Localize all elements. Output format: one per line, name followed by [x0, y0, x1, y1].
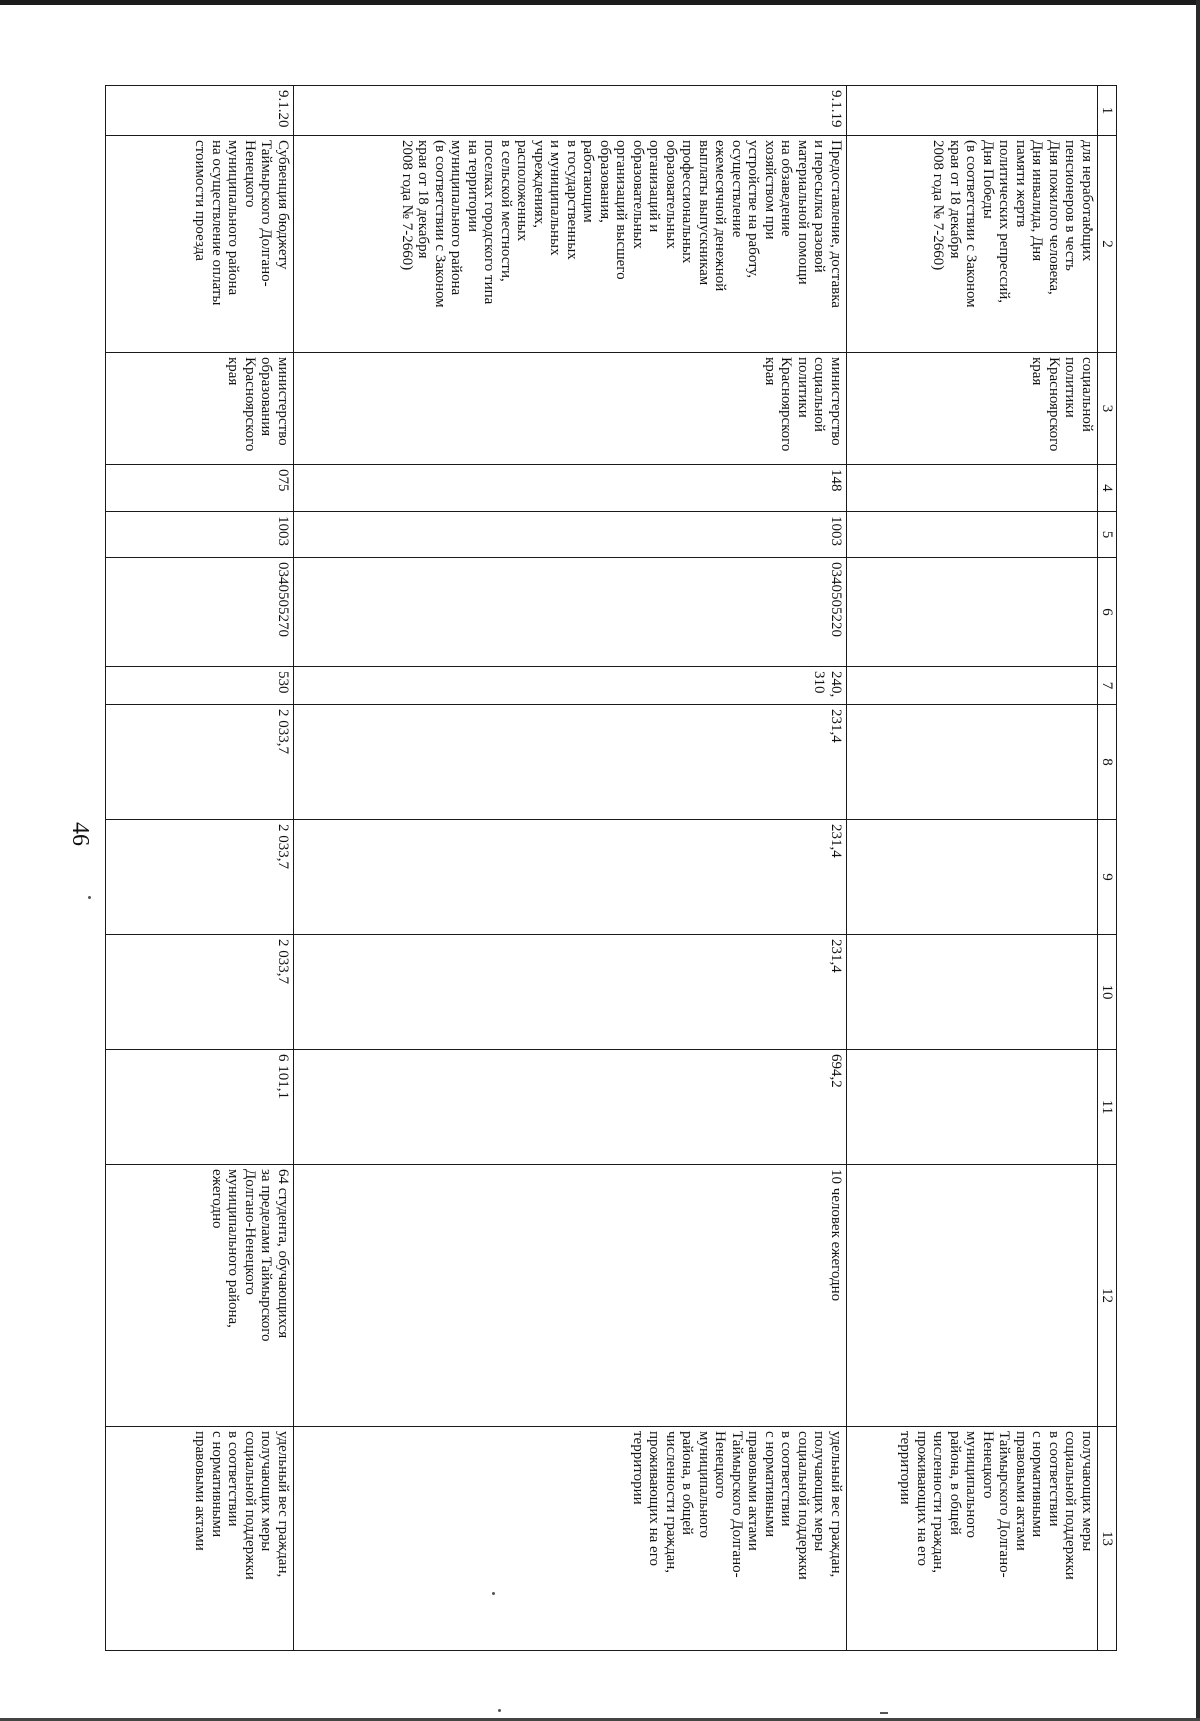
- header-cell: 6: [1098, 558, 1117, 667]
- amount-year2-cell: [106, 820, 294, 935]
- scan-edge-top: [0, 0, 1200, 5]
- cell-text: 240, 310: [811, 671, 844, 698]
- cell-text: 231,4: [828, 709, 844, 743]
- header-cell: 10: [1098, 935, 1117, 1050]
- administrator-cell: [106, 353, 294, 465]
- measure-name-cell: [106, 136, 294, 353]
- cell-text: 694,2: [828, 1054, 844, 1088]
- cell-text: Субвенция бюджету Таймырского Долгано- Ненецкого муниципального района на осуществление оплаты стоимости проезда: [192, 140, 291, 306]
- expected-result-cell: [294, 1165, 847, 1427]
- amount-year1-cell: [106, 705, 294, 820]
- cell-text: 075: [275, 469, 291, 492]
- cell-text: 9.1.20: [275, 90, 291, 128]
- scan-speck: [88, 896, 91, 899]
- page-number: 46: [67, 822, 93, 846]
- cell-text: 530: [275, 671, 291, 694]
- cell-text: министерство образования Красноярского края: [225, 357, 291, 452]
- administrator-cell: [294, 353, 847, 465]
- table-row: [106, 86, 294, 1651]
- cell-text: 2 033,7: [275, 824, 291, 869]
- cell-text: для неработающих пенсионеров в честь Дня пожилого человека, Дня инвалида, Дня памяти жертв политических репрессий, Дня Победы (в соответствии с Законом края от 18 декабря 2008 года № 7-2660): [930, 140, 1095, 308]
- cell-text: 231,4: [828, 939, 844, 973]
- header-cell: 2: [1098, 136, 1117, 353]
- cell-text: 0340505270: [275, 562, 291, 637]
- cell-text: 1003: [275, 516, 291, 546]
- cell-text: 6 101,1: [275, 1054, 291, 1099]
- data-table: [105, 85, 1117, 1651]
- vr-cell: [847, 667, 1098, 705]
- header-cell: 1: [1098, 86, 1117, 136]
- header-cell: 3: [1098, 353, 1117, 465]
- cell-text: 64 студента, обучающихся за пределами Таймырского Долгано-Ненецкого муниципального района, ежегодно: [209, 1169, 291, 1342]
- amount-total-cell: [847, 1050, 1098, 1165]
- cell-text: 231,4: [828, 824, 844, 858]
- header-cell: 9: [1098, 820, 1117, 935]
- cell-text: получающих меры социальной поддержки в соответствии с нормативными правовыми актами Таймырского Долгано- Ненецкого муниципального района, в общей численности граждан, проживающих на его территории: [897, 1431, 1095, 1580]
- cell-text: 1003: [828, 516, 844, 546]
- amount-year2-cell: [847, 820, 1098, 935]
- header-cell: 4: [1098, 465, 1117, 512]
- cell-text: 0340505220: [828, 562, 844, 637]
- csr-cell: [294, 558, 847, 667]
- cell-text: социальной политики Красноярского края: [1029, 357, 1095, 452]
- rotated-table-wrapper: [117, 85, 1117, 1650]
- indicator-cell: [106, 1427, 294, 1651]
- cell-text: 10 человек ежегодно: [828, 1169, 844, 1302]
- expected-result-cell: [847, 1165, 1098, 1427]
- cell-text: удельный вес граждан, получающих меры социальной поддержки в соответствии с нормативными правовыми актами Таймырского Долгано- Ненецкого муниципального района, в общей численности граждан, проживающих на его территории: [630, 1431, 844, 1580]
- amount-year3-cell: [294, 935, 847, 1050]
- indicator-cell: [847, 1427, 1098, 1651]
- amount-total-cell: [294, 1050, 847, 1165]
- scan-speck: [498, 1709, 501, 1712]
- header-cell: 11: [1098, 1050, 1117, 1165]
- cell-text: удельный вес граждан, получающих меры социальной поддержки в соответствии с нормативными правовыми актами: [192, 1431, 291, 1580]
- measure-name-cell: [294, 136, 847, 353]
- rzpr-cell: [294, 512, 847, 558]
- indicator-cell: [294, 1427, 847, 1651]
- csr-cell: [106, 558, 294, 667]
- cell-text: Предоставление, доставка и пересылка разовой материальной помощи на обзаведение хозяйством при устройстве на работу, осуществление ежемесячной денежной выплаты выпускникам профессиональных образовательных организаций и образовательных организаций высшего образования, работающим в государственных и муниципальных учреждениях, расположенных в сельской местности, поселках городского типа на территории муниципального района (в соответствии с Законом края от 18 декабря 2008 года № 7-2660): [399, 140, 844, 308]
- administrator-cell: [847, 353, 1098, 465]
- amount-year3-cell: [106, 935, 294, 1050]
- scan-speck: [880, 1712, 888, 1714]
- cell-text: 148: [828, 469, 844, 492]
- table-row: [847, 86, 1098, 1651]
- cell-text: министерство социальной политики Красноярского края: [762, 357, 844, 452]
- expected-result-cell: [106, 1165, 294, 1427]
- amount-year3-cell: [847, 935, 1098, 1050]
- amount-total-cell: [106, 1050, 294, 1165]
- header-row: [1098, 86, 1117, 1651]
- cell-text: 9.1.19: [828, 90, 844, 128]
- vr-cell: [106, 667, 294, 705]
- scan-edge-right: [1196, 0, 1200, 1721]
- header-cell: 5: [1098, 512, 1117, 558]
- row-number-cell: [294, 86, 847, 136]
- amount-year2-cell: [294, 820, 847, 935]
- cell-text: 2 033,7: [275, 939, 291, 984]
- header-cell: 13: [1098, 1427, 1117, 1651]
- amount-year1-cell: [294, 705, 847, 820]
- grbs-cell: [106, 465, 294, 512]
- measure-name-cell: [847, 136, 1098, 353]
- grbs-cell: [294, 465, 847, 512]
- header-cell: 8: [1098, 705, 1117, 820]
- row-number-cell: [847, 86, 1098, 136]
- cell-text: 2 033,7: [275, 709, 291, 754]
- rzpr-cell: [106, 512, 294, 558]
- vr-cell: [294, 667, 847, 705]
- header-cell: 7: [1098, 667, 1117, 705]
- header-cell: 12: [1098, 1165, 1117, 1427]
- amount-year1-cell: [847, 705, 1098, 820]
- table-row: [294, 86, 847, 1651]
- row-number-cell: [106, 86, 294, 136]
- csr-cell: [847, 558, 1098, 667]
- grbs-cell: [847, 465, 1098, 512]
- rzpr-cell: [847, 512, 1098, 558]
